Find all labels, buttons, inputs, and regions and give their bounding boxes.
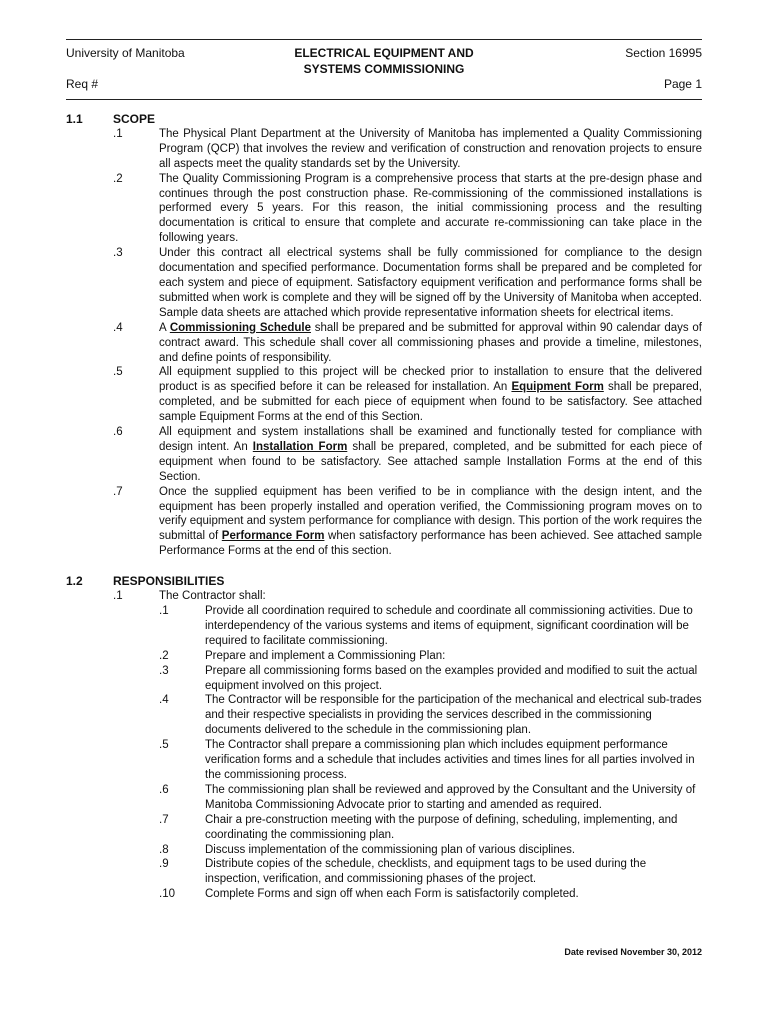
item-text-post: shall be prepared, completed, and be submitted for each piece of equipment when found to be satisfactory. See attached sample Equipment Forms at the end of this Section. [159,381,702,424]
subitem-number: .1 [159,605,169,617]
item-text-post: shall be prepared, completed, and be submitted for each piece of equipment when found to be satisfactory. See attached sample Installation Forms at the end of this Section. [159,440,702,483]
subitem-number: .8 [159,843,169,856]
item-number: .1 [113,127,123,140]
section-scope-heading [66,112,702,127]
list-item [66,321,702,366]
section-title: SCOPE [113,112,156,126]
header-top-rule [66,39,702,40]
item-number: .2 [113,172,123,185]
sub-list-item [66,857,702,887]
sub-list-item [66,738,702,783]
sub-list-item [66,693,702,738]
list-item [66,127,702,172]
item-number: .6 [113,426,123,439]
sub-list-item [66,887,702,902]
subitem-text: The Contractor will be responsible for the participation of the mechanical and electrical sub-trades and their respective specialists in providing the services described in the commissioning documents delivered to the schedule in the commissioning plan. [205,694,702,737]
header-req: Req # [66,77,99,91]
item-text-post: shall be prepared and be submitted for approval within 90 calendar days of contract award. This schedule shall cover all commissioning phases and provide a timeline, milestones, and define points of responsibility. [159,321,703,364]
subitem-text: Complete Forms and sign off when each Form is satisfactorily completed. [205,888,579,901]
item-number: .3 [113,247,123,260]
section-spacer [66,559,702,573]
subitem-text: The Contractor shall prepare a commissioning plan which includes equipment performance verification forms and a schedule that includes activities and times lines for all parties involved in the commissioning process. [205,739,695,781]
item-text [159,321,702,366]
subitem-text: Chair a pre-construction meeting with the purpose of defining, scheduling, implementing, and coordinating the commissioning plan. [205,813,678,841]
defined-term-commissioning-schedule: Commissioning Schedule [169,321,311,334]
list-item [66,425,702,485]
item-text [159,365,702,425]
list-item [66,365,702,425]
defined-term-performance-form: Performance Form [221,530,325,543]
subitem-number: .10 [159,888,175,901]
subitem-number: .5 [159,739,169,752]
footer-date-revised: Date revised November 30, 2012 [564,947,702,957]
sub-list-item [66,604,702,649]
item-number: .4 [113,321,123,334]
document-body [66,111,702,902]
item-text-pre: Once the supplied equipment has been verified to be in compliance with the design intent, and the equipment has been properly installed and operation verified, the Commissioning program moves on to verify equipment and system performance for compliance with design. This portion of the work requires the submittal of [159,485,702,543]
item-text-pre: All equipment and system installations shall be examined and functionally tested for compliance with design intent. An [159,426,702,453]
section-title: RESPONSIBILITIES [113,574,225,589]
item-text: Under this contract all electrical systems shall be fully commissioned for compliance to the design documentation and specified performance. Documentation forms shall be prepared and be completed for each system and piece of equipment. Satisfactory equipment verification and performance forms shall be submitted when work is complete and they will be signed off by the University of Manitoba when accepted. Sample data sheets are attached which provide representative information sheets for electrical items. [159,247,702,319]
item-text [159,485,702,560]
item-text: The Quality Commissioning Program is a comprehensive process that starts at the pre-design phase and continues through the post construction phase. Re-commissioning of the commissioned installations is performed every 5 years. For this reason, the initial commissioning process and the resulting documentation is critical to ensure that complete and accurate re-commissioning can take place in the following years. [159,172,702,245]
item-number: .5 [113,366,123,379]
subitem-number: .2 [159,649,169,662]
section-number: 1.1 [66,112,83,126]
item-text-pre: A [159,321,170,334]
section-responsibilities-heading [66,574,702,589]
section-number: 1.2 [66,574,83,589]
subitem-number: .7 [159,813,169,826]
subitem-text: Discuss implementation of the commissioning plan of various disciplines. [205,843,576,856]
header-title-line1: ELECTRICAL EQUIPMENT AND [294,46,474,60]
item-text [159,425,702,485]
subitem-number: .9 [159,858,169,871]
subitem-text: Prepare and implement a Commissioning Plan: [205,649,446,662]
item-text-pre: All equipment supplied to this project will be checked prior to installation to ensure that the delivered product is as specified before it can be released for installation. An [159,366,702,394]
sub-list-item [66,813,702,843]
list-item [66,485,702,560]
defined-term-equipment-form: Equipment Form [511,381,604,394]
subitem-text: Provide all coordination required to schedule and coordinate all commissioning activities. Due to interdependency of the various systems and items of equipment, significant coordination will be required to facilitate commissioning. [205,605,693,647]
header-page: Page 1 [663,77,702,91]
sub-list-item [66,664,702,694]
subitem-number: .3 [159,664,169,677]
item-text: The Physical Plant Department at the University of Manitoba has implemented a Quality Commissioning Program (QCP) that involves the review and verification of construction and renovation projects to ensure all aspects meet the quality standards set by the University. [159,127,702,170]
subitem-text: The commissioning plan shall be reviewed and approved by the Consultant and the University of Manitoba Commissioning Advocate prior to starting and amended as required. [205,783,696,811]
list-item [66,589,702,604]
subitem-text: Prepare all commissioning forms based on the examples provided and modified to suit the actual equipment involved on this project. [205,664,698,692]
item-number: .1 [113,590,123,603]
item-text: The Contractor shall: [159,590,266,603]
subitem-text: Distribute copies of the schedule, checklists, and equipment tags to be used during the inspection, verification, and commissioning phases of the project. [205,858,647,886]
header-section: Section 16995 [625,46,702,60]
sub-list-item [66,843,702,858]
header-org: University of Manitoba [66,46,185,60]
sub-list-item [66,783,702,813]
header-bottom-rule [66,99,702,100]
header-title-line2: SYSTEMS COMMISSIONING [303,62,465,76]
item-number: .7 [113,485,123,498]
defined-term-installation-form: Installation Form [252,440,348,453]
list-item [66,172,702,247]
list-item [66,246,702,321]
subitem-number: .6 [159,783,169,796]
subitem-number: .4 [159,694,169,707]
item-text-post: when satisfactory performance has been achieved. See attached sample Performance Forms at the end of this section. [159,530,702,558]
sub-list-item [66,649,702,664]
